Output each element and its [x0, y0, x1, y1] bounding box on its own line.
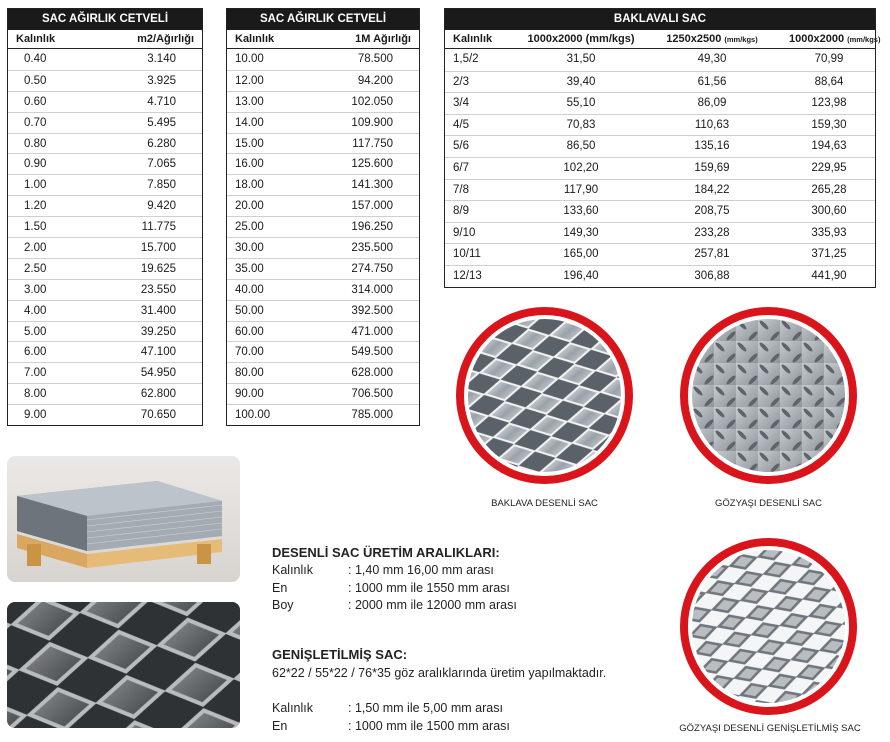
table-row: [227, 279, 419, 300]
table-row: [227, 362, 419, 383]
header-weight: m2/Ağırlığı: [137, 33, 194, 45]
steel-sheets-photo: [7, 456, 240, 582]
desenli-spec-block: [272, 545, 652, 615]
table-row: [227, 112, 419, 133]
table-body: [227, 49, 419, 425]
table-cell: 335,93: [811, 226, 847, 239]
table-cell: 14.00: [235, 116, 264, 129]
table-row: [445, 49, 875, 71]
caption-baklava: BAKLAVA DESENLİ SAC: [491, 498, 598, 509]
table-row: [445, 157, 875, 179]
table-row: [8, 216, 202, 237]
table-cell: 60.00: [235, 325, 264, 338]
table-row: [8, 112, 202, 133]
table-row: [8, 383, 202, 404]
table-cell: 196,40: [563, 269, 599, 282]
table-cell: 165,00: [563, 248, 599, 261]
table-cell: 78.500: [357, 53, 393, 65]
table-cell: 159,69: [694, 161, 730, 174]
table-cell: 149,30: [563, 226, 599, 239]
table-cell: 10/11: [453, 248, 481, 261]
table-cell: 300,60: [811, 205, 847, 218]
table-body: [445, 49, 875, 287]
table-row: [445, 135, 875, 157]
expanded-metal-image: [680, 538, 857, 715]
table-cell: 0.80: [24, 137, 47, 150]
table-row: [227, 237, 419, 258]
table-cell: 88,64: [814, 75, 844, 88]
table-cell: 50.00: [235, 304, 264, 317]
table-cell: 47.100: [140, 346, 176, 359]
sheet-weight-table-2: [226, 8, 420, 426]
table-cell: 70.650: [140, 409, 176, 422]
table-cell: 229,95: [811, 161, 847, 174]
table-cell: 7/8: [453, 183, 469, 196]
table-cell: 235.500: [351, 242, 393, 255]
header-size-2: 1250x2500 (mm/kgs): [666, 33, 758, 45]
table-cell: 39.250: [140, 325, 176, 338]
table-cell: 49,30: [697, 53, 727, 65]
table-cell: 157.000: [351, 200, 393, 213]
table-cell: 159,30: [811, 118, 847, 131]
table-cell: 184,22: [694, 183, 730, 196]
table-cell: 1.00: [24, 179, 47, 192]
table-cell: 274.750: [351, 262, 393, 275]
table-row: [8, 321, 202, 342]
table-row: [8, 153, 202, 174]
table-cell: 441,90: [811, 269, 847, 282]
table-cell: 196.250: [351, 221, 393, 234]
table-cell: 15.00: [235, 137, 264, 150]
table-row: [227, 195, 419, 216]
table-cell: 306,88: [694, 269, 730, 282]
table-cell: 80.00: [235, 367, 264, 380]
table-body: [8, 49, 202, 425]
checker-plate-photo: [7, 602, 240, 728]
table-cell: 125.600: [351, 158, 393, 171]
table-cell: 70.00: [235, 346, 264, 359]
table-row: [227, 91, 419, 112]
table-cell: 18.00: [235, 179, 264, 192]
table-cell: 0.90: [24, 158, 47, 171]
table-cell: 5/6: [453, 140, 469, 153]
table-cell: 6/7: [453, 161, 469, 174]
table-cell: 20.00: [235, 200, 264, 213]
table-cell: 4/5: [453, 118, 469, 131]
table-cell: 25.00: [235, 221, 264, 234]
table-cell: 257,81: [694, 248, 730, 261]
table-row: [227, 258, 419, 279]
table-row: [445, 114, 875, 136]
table-cell: 70,99: [814, 53, 844, 65]
table-cell: 4.710: [147, 95, 176, 108]
table-cell: 30.00: [235, 242, 264, 255]
table-title: SAC AĞIRLIK CETVELİ: [227, 9, 419, 30]
table-row: [8, 404, 202, 425]
table-cell: 55,10: [566, 97, 596, 110]
table-row: [445, 222, 875, 244]
table-cell: 35.00: [235, 262, 264, 275]
header-size-1: 1000x2000 (mm/kgs): [527, 33, 635, 45]
gozyasi-pattern-image: [680, 307, 857, 484]
table-cell: 8/9: [453, 205, 469, 218]
table-row: [445, 243, 875, 265]
table-header: [227, 30, 419, 49]
table-cell: 6.280: [147, 137, 176, 150]
table-cell: 19.625: [140, 262, 176, 275]
table-cell: 2/3: [453, 75, 469, 88]
table-row: [227, 216, 419, 237]
table-cell: 3.140: [147, 53, 176, 65]
table-title: SAC AĞIRLIK CETVELİ: [8, 9, 202, 30]
table-cell: 15.700: [140, 242, 176, 255]
table-row: [445, 200, 875, 222]
baklava-pattern-image: [456, 307, 633, 484]
table-row: [227, 300, 419, 321]
table-row: [227, 49, 419, 70]
header-thickness: Kalınlık: [235, 33, 275, 45]
table-cell: 102.050: [351, 95, 393, 108]
table-cell: 9/10: [453, 226, 476, 239]
table-row: [8, 300, 202, 321]
table-cell: 135,16: [694, 140, 730, 153]
table-row: [8, 49, 202, 70]
table-cell: 13.00: [235, 95, 264, 108]
table-cell: 62.800: [140, 388, 176, 401]
table-cell: 94.200: [357, 74, 393, 87]
table-row: [8, 174, 202, 195]
table-cell: 549.500: [351, 346, 393, 359]
table-cell: 6.00: [24, 346, 47, 359]
table-cell: 7.065: [147, 158, 176, 171]
table-cell: 2.50: [24, 262, 47, 275]
table-cell: 133,60: [563, 205, 599, 218]
table-cell: 706.500: [351, 388, 393, 401]
table-cell: 141.300: [351, 179, 393, 192]
table-cell: 7.850: [147, 179, 176, 192]
spec-line: En : 1000 mm ile 1550 mm arası: [272, 580, 510, 595]
table-cell: 0.40: [24, 53, 47, 65]
table-row: [227, 404, 419, 425]
table-row: [445, 265, 875, 287]
header-thickness: Kalınlık: [453, 33, 493, 45]
sheet-weight-table-1: [7, 8, 203, 426]
table-row: [227, 321, 419, 342]
table-cell: 785.000: [351, 409, 393, 422]
table-cell: 123,98: [811, 97, 847, 110]
table-cell: 371,25: [811, 248, 847, 261]
table-row: [8, 91, 202, 112]
table-cell: 16.00: [235, 158, 264, 171]
table-row: [8, 279, 202, 300]
table-cell: 5.00: [24, 325, 47, 338]
table-row: [8, 133, 202, 154]
table-row: [227, 174, 419, 195]
table-row: [445, 71, 875, 93]
caption-gozyasi: GÖZYAŞI DESENLİ SAC: [715, 498, 822, 509]
table-row: [8, 362, 202, 383]
header-thickness: Kalınlık: [16, 33, 56, 45]
spec-line: Kalınlık : 1,40 mm 16,00 mm arası: [272, 563, 494, 577]
header-size-3: 1000x2000 (mm/kgs): [789, 33, 881, 45]
table-cell: 10.00: [235, 53, 264, 65]
table-cell: 233,28: [694, 226, 730, 239]
table-cell: 86,09: [697, 97, 727, 110]
table-cell: 314.000: [351, 283, 393, 296]
table-cell: 3/4: [453, 97, 469, 110]
table-title: BAKLAVALI SAC: [445, 9, 875, 30]
table-row: [445, 179, 875, 201]
table-cell: 39,40: [566, 75, 596, 88]
table-cell: 208,75: [694, 205, 730, 218]
table-row: [445, 92, 875, 114]
desenli-title: DESENLİ SAC ÜRETİM ARALIKLARI:: [272, 545, 500, 560]
table-cell: 61,56: [697, 75, 727, 88]
table-cell: 117.750: [352, 137, 393, 150]
table-cell: 70,83: [566, 118, 596, 131]
table-cell: 23.550: [140, 283, 176, 296]
table-cell: 109.900: [351, 116, 393, 129]
table-row: [227, 383, 419, 404]
table-cell: 392.500: [351, 304, 393, 317]
table-cell: 102,20: [563, 161, 599, 174]
table-row: [227, 341, 419, 362]
table-row: [8, 195, 202, 216]
table-cell: 265,28: [811, 183, 847, 196]
table-cell: 0.70: [24, 116, 47, 129]
table-cell: 1.50: [24, 221, 47, 234]
genisletilmis-spec-block: [272, 647, 672, 735]
table-cell: 86,50: [566, 140, 596, 153]
table-cell: 5.495: [147, 116, 176, 129]
table-cell: 110,63: [694, 118, 730, 131]
table-cell: 7.00: [24, 367, 47, 380]
spec-line: Kalınlık : 1,50 mm ile 5,00 mm arası: [272, 701, 503, 715]
checker-plate-table: [444, 8, 881, 288]
table-cell: 8.00: [24, 388, 47, 401]
caption-expanded: GÖZYAŞI DESENLİ GENİŞLETİLMİŞ SAC: [679, 723, 861, 734]
table-cell: 1,5/2: [453, 53, 479, 65]
table-cell: 3.00: [24, 283, 47, 296]
table-cell: 628.000: [351, 367, 393, 380]
spec-line: Boy : 2000 mm ile 12000 mm arası: [272, 598, 517, 612]
genisletilmis-title: GENİŞLETİLMİŞ SAC:: [272, 647, 408, 662]
header-weight: 1M Ağırlığı: [355, 33, 411, 45]
table-cell: 12.00: [235, 74, 264, 87]
table-cell: 0.50: [24, 74, 47, 87]
table-row: [8, 341, 202, 362]
spec-line: En : 1000 mm ile 1500 mm arası: [272, 718, 510, 733]
table-header: [445, 30, 881, 49]
table-cell: 31.400: [140, 304, 176, 317]
table-cell: 9.420: [147, 200, 176, 213]
table-cell: 1.20: [24, 200, 47, 213]
table-cell: 117,90: [563, 183, 599, 196]
table-cell: 2.00: [24, 242, 47, 255]
table-cell: 4.00: [24, 304, 47, 317]
table-cell: 11.775: [141, 221, 176, 234]
table-row: [227, 70, 419, 91]
table-row: [227, 153, 419, 174]
table-cell: 54.950: [140, 367, 176, 380]
table-row: [8, 237, 202, 258]
table-cell: 9.00: [24, 409, 47, 422]
table-cell: 31,50: [566, 53, 596, 65]
table-cell: 90.00: [235, 388, 264, 401]
table-cell: 12/13: [453, 269, 482, 282]
table-cell: 100.00: [235, 409, 271, 422]
table-cell: 0.60: [24, 95, 47, 108]
table-row: [8, 258, 202, 279]
table-row: [227, 133, 419, 154]
table-cell: 194,63: [811, 140, 847, 153]
table-cell: 3.925: [147, 74, 176, 87]
table-cell: 471.000: [351, 325, 393, 338]
table-cell: 40.00: [235, 283, 264, 296]
table-row: [8, 70, 202, 91]
genisletilmis-text: 62*22 / 55*22 / 76*35 göz aralıklarında üretim yapılmaktadır.: [272, 666, 607, 680]
table-header: [8, 30, 202, 49]
